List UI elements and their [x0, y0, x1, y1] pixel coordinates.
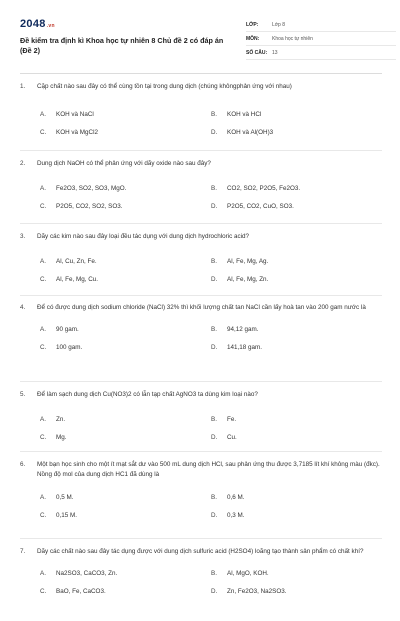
answer-option[interactable] [211, 253, 382, 271]
option-letter: C. [40, 129, 47, 137]
question-number: 2. [20, 160, 26, 167]
option-text: Al, Fe, Mg, Cu. [56, 276, 98, 284]
answer-options [40, 321, 382, 357]
question-text [20, 80, 382, 92]
answer-option[interactable] [40, 253, 211, 271]
meta-key: MÔN: [246, 35, 260, 42]
question-4 [20, 296, 382, 382]
meta-value: Khoa học tự nhiên [272, 35, 313, 42]
answer-option[interactable] [211, 321, 382, 339]
option-letter: D. [211, 588, 218, 596]
answer-option[interactable] [211, 507, 382, 525]
answer-options [40, 411, 382, 447]
answer-options [40, 180, 382, 216]
answer-option[interactable] [40, 180, 211, 198]
question-body: Dãy các kim nào sau đây loại đều tác dụng với dung dịch hydrochloric acid? [37, 233, 250, 240]
answer-option[interactable] [40, 411, 211, 429]
answer-option[interactable] [211, 429, 382, 447]
option-text: Mg. [56, 434, 67, 442]
answer-option[interactable] [211, 565, 382, 583]
question-body: Dãy các chất nào sau đây tác dụng được với dung dịch sulfuric acid (H2SO4) loãng tạo thành sản phẩm có chất khí? [37, 548, 364, 555]
option-letter: D. [211, 203, 218, 211]
question-text [20, 224, 382, 242]
answer-option[interactable] [211, 583, 382, 601]
question-body: Để làm sạch dung dịch Cu(NO3)2 có lẫn tạp chất AgNO3 ta dùng kim loại nào? [37, 391, 258, 398]
option-letter: D. [211, 512, 218, 519]
option-letter: C. [40, 588, 47, 596]
question-number: 7. [20, 548, 26, 555]
option-letter: B. [211, 185, 217, 193]
option-text: 100 gam. [56, 344, 83, 352]
question-body: Cặp chất nào sau đây có thể cùng tồn tại trong dung dịch (chúng khôngphản ứng với nhau) [37, 83, 292, 90]
option-letter: B. [211, 570, 217, 578]
option-text: 0,6 M. [227, 494, 245, 501]
meta-value: Lớp 8 [272, 21, 286, 28]
answer-option[interactable] [211, 124, 382, 142]
answer-option[interactable] [40, 429, 211, 447]
option-text: 0,3 M. [227, 512, 245, 519]
meta-key: LỚP: [246, 21, 259, 28]
option-text: Na2SO3, CaCO3, Zn. [56, 570, 118, 578]
answer-option[interactable] [40, 507, 211, 525]
option-letter: B. [211, 258, 217, 266]
question-1 [20, 80, 382, 151]
option-letter: D. [211, 129, 218, 137]
site-logo[interactable]: 2048.vn [20, 18, 55, 30]
answer-option[interactable] [40, 124, 211, 142]
meta-value: 13 [272, 49, 278, 56]
header [20, 12, 382, 57]
question-3 [20, 224, 382, 296]
option-letter: D. [211, 276, 218, 284]
question-text [20, 452, 382, 480]
option-letter: A. [40, 326, 46, 334]
option-text: 0,5 M. [56, 494, 74, 501]
option-text: Zn. [56, 416, 66, 424]
answer-options [40, 253, 382, 289]
question-number: 6. [20, 461, 26, 468]
option-text: KOH và HCl [227, 111, 262, 119]
option-letter: B. [211, 494, 217, 501]
answer-option[interactable] [211, 180, 382, 198]
question-text [20, 539, 382, 557]
option-text: P2O5, CO2, CuO, SO3. [227, 203, 294, 211]
question-7 [20, 539, 382, 621]
divider [20, 73, 382, 74]
option-text: 90 gam. [56, 326, 79, 334]
answer-option[interactable] [40, 583, 211, 601]
option-text: KOH và NaCl [56, 111, 94, 119]
option-letter: C. [40, 344, 47, 352]
option-text: Al, Cu, Zn, Fe. [56, 258, 97, 266]
option-letter: A. [40, 416, 46, 424]
option-letter: C. [40, 434, 47, 442]
option-letter: A. [40, 570, 46, 578]
option-letter: B. [211, 111, 217, 119]
answer-option[interactable] [211, 489, 382, 507]
option-letter: A. [40, 111, 46, 119]
answer-option[interactable] [40, 489, 211, 507]
answer-option[interactable] [40, 339, 211, 357]
question-text [20, 296, 382, 313]
option-letter: A. [40, 494, 46, 501]
answer-options [40, 106, 382, 142]
answer-option[interactable] [40, 565, 211, 583]
answer-options [40, 565, 382, 601]
option-text: Fe. [227, 416, 237, 424]
question-body: Để có được dung dịch sodium chloride (NaCl) 32% thì khối lượng chất tan NaCl cần lấy hoà tan vào 200 gam nước là [37, 304, 366, 311]
option-text: Cu. [227, 434, 237, 442]
option-text: KOH và Al(OH)3 [227, 129, 274, 137]
question-number: 4. [20, 304, 26, 311]
answer-option[interactable] [40, 271, 211, 289]
meta-info [246, 18, 396, 60]
option-letter: D. [211, 344, 218, 352]
answer-option[interactable] [211, 271, 382, 289]
meta-row-class [246, 18, 396, 32]
option-text: BaO, Fe, CaCO3. [56, 588, 106, 596]
question-5 [20, 382, 382, 452]
option-text: Al, Fe, Mg, Ag. [227, 258, 269, 266]
question-list [20, 80, 382, 621]
answer-option[interactable] [211, 198, 382, 216]
option-letter: A. [40, 258, 46, 266]
option-letter: A. [40, 185, 46, 193]
option-text: Al, MgO, KOH. [227, 570, 269, 578]
answer-option[interactable] [211, 339, 382, 357]
option-letter: C. [40, 512, 47, 519]
option-text: 0,15 M. [56, 512, 77, 519]
option-text: KOH và MgCl2 [56, 129, 98, 137]
option-text: 141,18 gam. [227, 344, 263, 352]
option-letter: C. [40, 276, 47, 284]
question-body: Một bạn học sinh cho một ít mạt sắt dư vào 500 mL dung dịch HCl, sau phản ứng thu được 3,7185 lít khí không màu (đkc). Nồng độ mol của dung dịch HC1 đã dùng là [37, 461, 380, 478]
answer-option[interactable] [40, 321, 211, 339]
answer-option[interactable] [40, 106, 211, 124]
question-number: 3. [20, 233, 26, 240]
option-text: Al, Fe, Mg, Zn. [227, 276, 269, 284]
option-text: P2O5, CO2, SO2, SO3. [56, 203, 123, 211]
question-text [20, 382, 382, 400]
meta-key: SỐ CÂU: [246, 49, 268, 56]
answer-option[interactable] [211, 106, 382, 124]
question-6 [20, 452, 382, 539]
option-text: Zn, Fe2O3, Na2SO3. [227, 588, 287, 596]
meta-row-count [246, 46, 396, 60]
question-body: Dung dịch NaOH có thể phản ứng với dãy oxide nào sau đây? [37, 160, 211, 167]
question-2 [20, 151, 382, 224]
question-text [20, 151, 382, 169]
answer-options [40, 489, 382, 525]
meta-row-subject [246, 32, 396, 46]
answer-option[interactable] [211, 411, 382, 429]
answer-option[interactable] [40, 198, 211, 216]
option-text: Fe2O3, SO2, SO3, MgO. [56, 185, 127, 193]
question-number: 1. [20, 83, 26, 90]
question-number: 5. [20, 391, 26, 398]
option-letter: B. [211, 416, 217, 424]
option-text: CO2, SO2, P2O5, Fe2O3. [227, 185, 301, 193]
option-letter: C. [40, 203, 47, 211]
option-text: 94,12 gam. [227, 326, 259, 334]
option-letter: D. [211, 434, 218, 442]
option-letter: B. [211, 326, 217, 334]
page-title: Đề kiểm tra định kì Khoa học tự nhiên 8 Chủ đề 2 có đáp án (Đề 2) [20, 36, 224, 56]
